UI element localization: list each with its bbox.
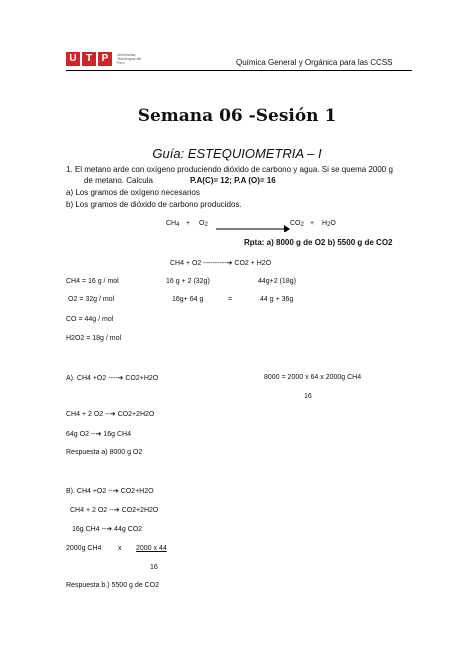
utp-logo: [66, 52, 147, 66]
reaction-o2: $O_2$: [199, 220, 208, 228]
part-b-line-2: CH4 + 2 O2 --➔ CO2+2H2O: [70, 507, 159, 514]
work-mass-2: 44g+2 (18g): [258, 278, 296, 285]
logo-letter-t: T: [82, 52, 96, 66]
reaction-arrow-icon: [214, 224, 290, 232]
part-b-fraction: 2000 x 44: [136, 545, 167, 552]
work-o2-molar: O2 = 32g / mol: [68, 296, 115, 303]
problem-line-2: de metano. Calcula: [84, 176, 153, 185]
answer-line: Rpta: a) 8000 g de O2 b) 5500 g de CO2: [244, 238, 393, 247]
part-b-line-3: 16g CH4 --➔ 44g CO2: [72, 526, 143, 533]
atomic-masses: P.A(C)= 12; P.A (O)= 16: [190, 176, 276, 185]
reaction-plus-2: +: [310, 220, 315, 227]
part-a-label: A). CH4 +O2 ----➔ CO2+H2O: [66, 375, 159, 382]
item-a: a) Los gramos de oxígeno necesarios: [66, 188, 200, 197]
page-title: Semana 06 -Sesión 1: [137, 106, 337, 126]
reaction-h2o: $H_2O$: [322, 220, 336, 228]
reaction-co2: $CO_2$: [290, 220, 304, 228]
work-equation: CH4 + O2 ----------➔ CO2 + H2O: [170, 260, 272, 267]
logo-letter-u: U: [66, 52, 80, 66]
work-ch4-molar: CH4 = 16 g / mol: [66, 278, 119, 285]
work-mass-3: 16g+ 64 g: [172, 296, 204, 303]
page-subtitle: Guía: ESTEQUIOMETRIA – I: [152, 146, 322, 161]
reaction-ch4: $CH_4$: [166, 220, 180, 228]
part-b-times: x: [118, 545, 122, 552]
part-a-line-3: 64g O2 --➔ 16g CH4: [66, 431, 132, 438]
part-a-result: Respuesta a) 8000 g O2: [66, 449, 143, 456]
work-mass-4: 44 g + 36g: [260, 296, 294, 303]
part-a-denominator: 16: [304, 393, 312, 400]
part-b-label: B). CH4 +O2 --➔ CO2+H2O: [66, 488, 154, 495]
part-a-line-2: CH4 + 2 O2 --➔ CO2+2H2O: [66, 411, 155, 418]
work-co-molar: CO = 44g / mol: [66, 316, 114, 323]
logo-letter-p: P: [98, 52, 112, 66]
course-header: Química General y Orgánica para las CCSS: [236, 58, 393, 67]
work-mass-1: 16 g + 2 (32g): [166, 278, 210, 285]
header-divider: [66, 70, 412, 71]
part-b-result: Respuesta b.) 5500 g de CO2: [66, 582, 160, 589]
item-b: b) Los gramos de dióxido de carbono producidos.: [66, 200, 242, 209]
part-b-denominator: 16: [150, 564, 158, 571]
part-b-line-4-left: 2000g CH4: [66, 545, 102, 552]
work-h2o-molar: H2O2 = 18g / mol: [66, 335, 122, 342]
problem-line-1: 1. El metano arde con oxígeno produciendo dióxido de carbono y agua. Si se quema 2000 g: [66, 165, 393, 174]
reaction-plus-1: +: [186, 220, 191, 227]
logo-tagline: Universidad Tecnológica del Perú: [117, 53, 142, 65]
part-a-calc: 8000 = 2000 x 64 x 2000g CH4: [264, 374, 362, 381]
work-equals: =: [228, 296, 233, 303]
